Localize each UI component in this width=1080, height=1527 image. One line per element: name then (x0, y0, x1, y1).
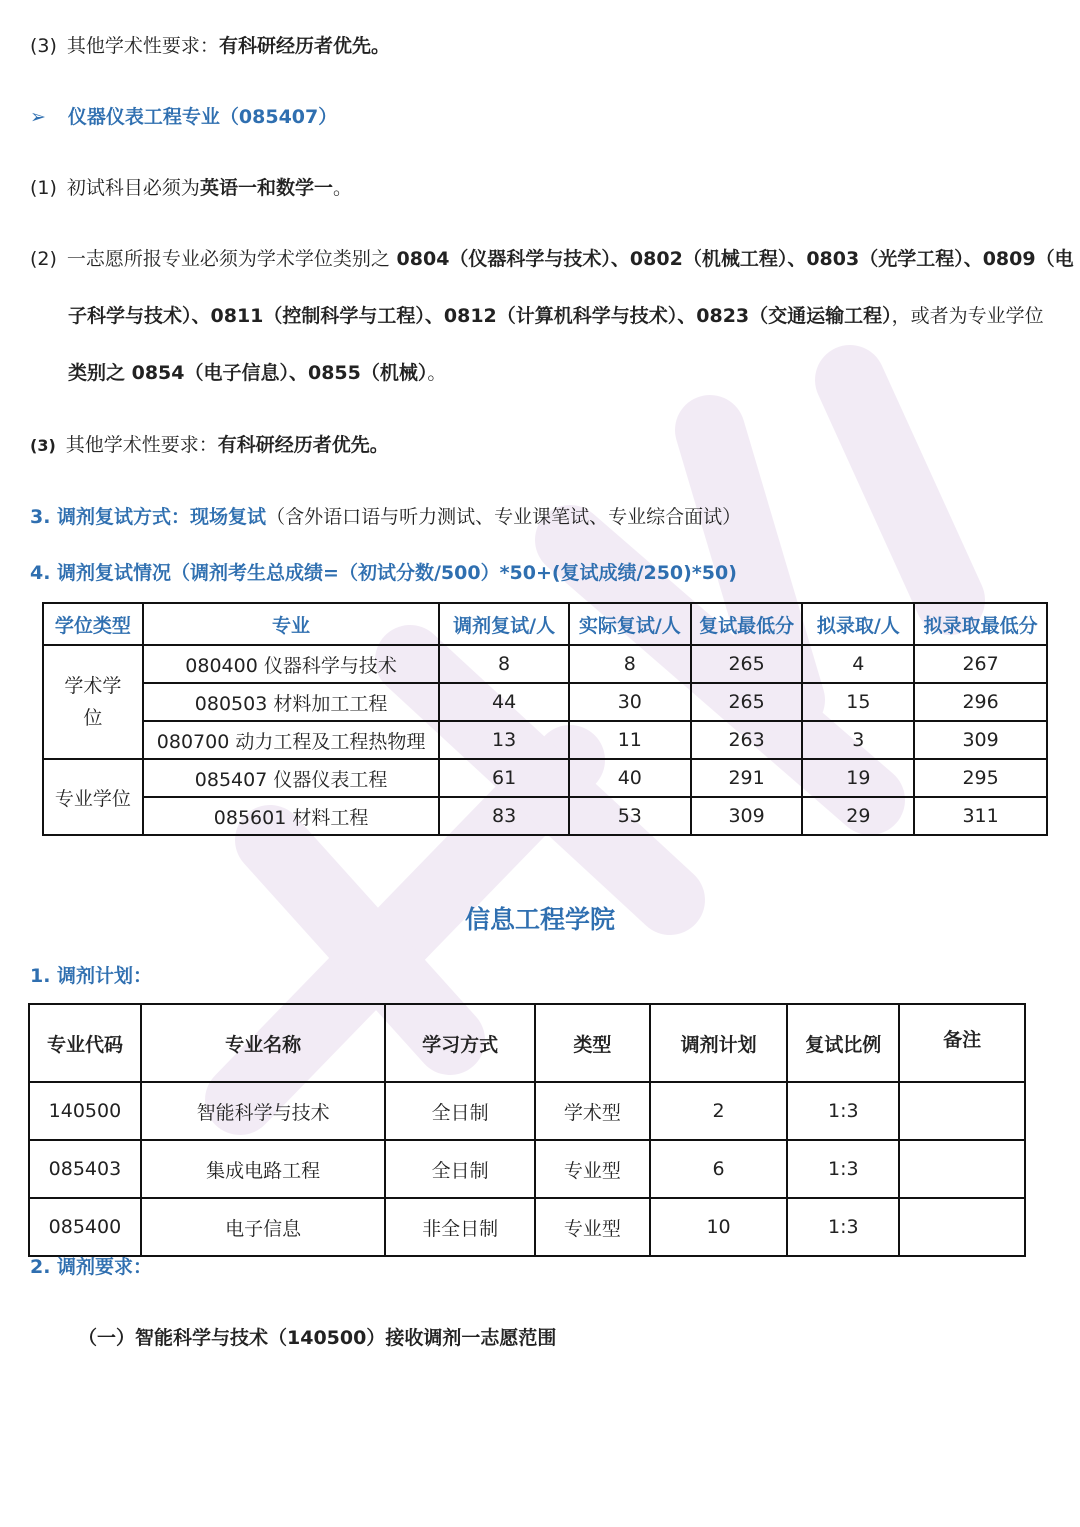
table-cell: 080700 动力工程及工程热物理 (143, 721, 439, 759)
requirement-1-line (30, 174, 352, 202)
table-header-row (29, 1004, 1025, 1082)
table-cell: 1:3 (787, 1140, 899, 1198)
table-cell: 专业型 (535, 1140, 650, 1198)
emphasis: 有科研经历者优先。 (217, 434, 389, 456)
requirement-2-line1 (30, 245, 1074, 273)
requirement-2-line3 (68, 359, 446, 387)
table-cell: 30 (569, 683, 691, 721)
header-cell: 备注 (899, 1004, 1025, 1082)
table-cell: 10 (650, 1198, 788, 1256)
table-cell: 2 (650, 1082, 788, 1140)
header-cell: 学位类型 (43, 603, 143, 645)
header-cell: 专业名称 (141, 1004, 385, 1082)
retest-method-heading (30, 503, 741, 531)
table-cell: 1:3 (787, 1082, 899, 1140)
table-cell: 15 (802, 683, 914, 721)
header-cell: 复试比例 (787, 1004, 899, 1082)
table-cell: 265 (691, 683, 803, 721)
requirement-heading (30, 1253, 152, 1281)
table-cell: 085400 (29, 1198, 141, 1256)
header-cell: 专业 (143, 603, 439, 645)
heading-text: 1. 调剂计划： (30, 965, 153, 987)
header-cell: 专业代码 (29, 1004, 141, 1082)
label: 其他学术性要求： (65, 434, 218, 456)
table-cell: 267 (914, 645, 1047, 683)
arrow-icon: ➢ (30, 106, 46, 128)
table-row (43, 683, 1047, 721)
requirement-3-line (30, 32, 390, 60)
section-heading (30, 103, 337, 131)
header-cell: 调剂计划 (650, 1004, 788, 1082)
emphasis: 有科研经历者优先。 (218, 35, 390, 57)
text-plain: 一志愿所报专业必须为学术学位类别之 (66, 248, 390, 270)
heading-text: 2. 调剂要求： (30, 1256, 153, 1278)
table-cell: 6 (650, 1140, 788, 1198)
table-cell: 4 (802, 645, 914, 683)
table-cell: 44 (439, 683, 569, 721)
table-cell: 291 (691, 759, 803, 797)
table-row (29, 1082, 1025, 1140)
table-cell: 263 (691, 721, 803, 759)
item-number: (2) (30, 248, 57, 270)
label: 其他学术性要求： (66, 35, 219, 57)
text-bold: 子科学与技术）、0811（控制科学与工程）、0812（计算机科学与技术）、0823（交通运输工程） (68, 305, 892, 327)
text-plain: 。 (427, 362, 447, 384)
heading-note: （含外语口语与听力测试、专业课笔试、专业综合面试） (266, 506, 742, 528)
retest-result-heading (30, 559, 737, 587)
table-cell: 085601 材料工程 (143, 797, 439, 835)
table-cell: 1:3 (787, 1198, 899, 1256)
table-cell: 83 (439, 797, 569, 835)
table-cell: 19 (802, 759, 914, 797)
table-cell: 080400 仪器科学与技术 (143, 645, 439, 683)
header-cell: 学习方式 (385, 1004, 535, 1082)
table-cell: 学术型 (535, 1082, 650, 1140)
degree-type-cell: 学术学位 (43, 645, 143, 759)
table-cell: 40 (569, 759, 691, 797)
table-cell: 295 (914, 759, 1047, 797)
text-plain: ，或者为专业学位 (891, 305, 1044, 327)
table-cell: 11 (569, 721, 691, 759)
table-cell: 140500 (29, 1082, 141, 1140)
table-cell (899, 1198, 1025, 1256)
table-header-row (43, 603, 1047, 645)
plan-heading (30, 962, 152, 990)
table-cell: 61 (439, 759, 569, 797)
table-cell: 265 (691, 645, 803, 683)
table-cell: 080503 材料加工工程 (143, 683, 439, 721)
requirement-2-line2 (68, 302, 1044, 330)
table-cell: 全日制 (385, 1082, 535, 1140)
table-cell (899, 1140, 1025, 1198)
table-cell: 29 (802, 797, 914, 835)
section-title: 仪器仪表工程专业（085407） (67, 106, 338, 128)
table-row (29, 1198, 1025, 1256)
table-cell: 309 (691, 797, 803, 835)
table-cell: 智能科学与技术 (141, 1082, 385, 1140)
table-cell (899, 1082, 1025, 1140)
table-cell: 311 (914, 797, 1047, 835)
header-cell: 拟录取最低分 (914, 603, 1047, 645)
heading-text: 4. 调剂复试情况（调剂考生总成绩=（初试分数/500）*50+(复试成绩/250)*50) (30, 562, 737, 584)
table-cell: 电子信息 (141, 1198, 385, 1256)
heading-bold: 3. 调剂复试方式：现场复试 (30, 506, 267, 528)
table-row (43, 759, 1047, 797)
header-cell: 拟录取/人 (802, 603, 914, 645)
table-row (43, 645, 1047, 683)
college-title: 信息工程学院 (464, 905, 615, 934)
table-cell: 非全日制 (385, 1198, 535, 1256)
header-cell: 复试最低分 (691, 603, 803, 645)
table-cell: 专业型 (535, 1198, 650, 1256)
header-cell: 类型 (535, 1004, 650, 1082)
table-cell: 8 (439, 645, 569, 683)
label: 初试科目必须为 (66, 177, 200, 199)
table-cell: 集成电路工程 (141, 1140, 385, 1198)
header-cell: 实际复试/人 (569, 603, 691, 645)
tail: 。 (332, 177, 352, 199)
requirement-3-line-b (30, 431, 389, 460)
table-cell: 296 (914, 683, 1047, 721)
table-row (29, 1140, 1025, 1198)
adjustment-plan-table (28, 1003, 1026, 1257)
degree-type-cell: 专业学位 (43, 759, 143, 835)
table-cell: 3 (802, 721, 914, 759)
emphasis: 英语一和数学一 (199, 177, 333, 199)
table-cell: 085403 (29, 1140, 141, 1198)
table-row (43, 721, 1047, 759)
table-cell: 13 (439, 721, 569, 759)
text-bold: 0804（仪器科学与技术）、0802（机械工程）、0803（光学工程）、0809（电 (389, 248, 1074, 270)
item-number: (1) (30, 177, 57, 199)
sub-heading: （一）智能科学与技术（140500）接收调剂一志愿范围 (78, 1327, 557, 1349)
table-cell: 53 (569, 797, 691, 835)
item-number: (3) (30, 35, 57, 57)
table-cell: 085407 仪器仪表工程 (143, 759, 439, 797)
header-cell: 调剂复试/人 (439, 603, 569, 645)
table-cell: 309 (914, 721, 1047, 759)
table-row (43, 797, 1047, 835)
retest-result-table (42, 602, 1048, 836)
table-cell: 8 (569, 645, 691, 683)
table-cell: 全日制 (385, 1140, 535, 1198)
text-bold: 类别之 0854（电子信息）、0855（机械） (68, 362, 428, 384)
item-number: (3) (30, 436, 56, 455)
